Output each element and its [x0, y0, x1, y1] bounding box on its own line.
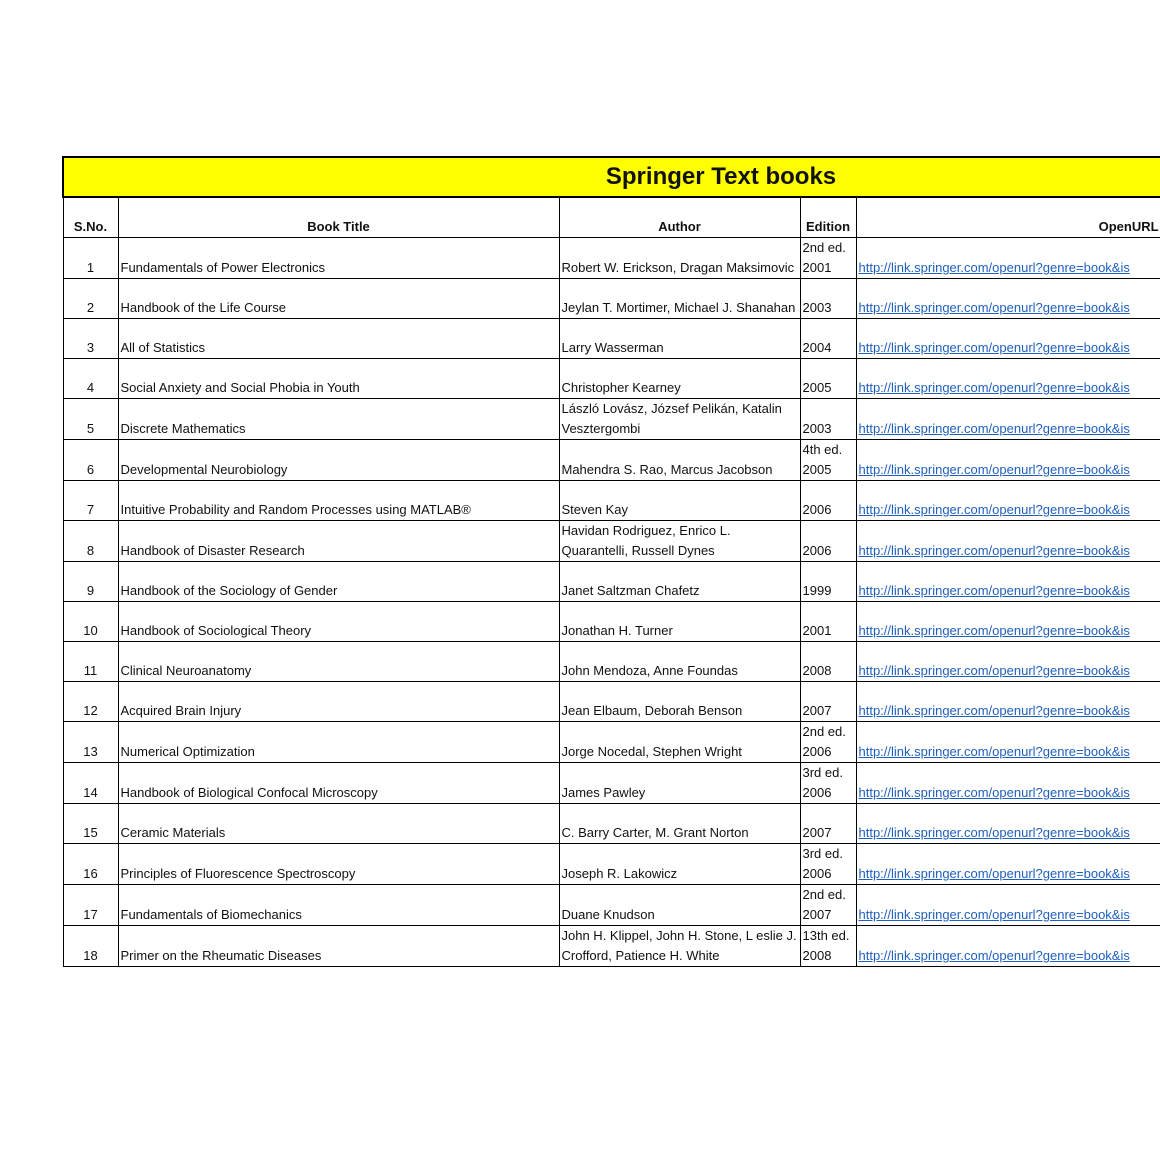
- edition-cell: 2nd ed. 2006: [800, 722, 856, 763]
- openurl-link[interactable]: http://link.springer.com/openurl?genre=book&is: [858, 421, 1130, 436]
- table-row: [63, 722, 1160, 763]
- author-cell: John Mendoza, Anne Foundas: [559, 642, 800, 682]
- edition-cell: 2nd ed. 2007: [800, 885, 856, 926]
- edition-cell: 2004: [800, 319, 856, 359]
- edition-cell: 2nd ed. 2001: [800, 238, 856, 279]
- table-row: [63, 279, 1160, 319]
- openurl-cell: [856, 642, 1160, 682]
- author-cell: John H. Klippel, John H. Stone, L eslie J. Crofford, Patience H. White: [559, 926, 800, 967]
- author-cell: Duane Knudson: [559, 885, 800, 926]
- openurl-cell: [856, 763, 1160, 804]
- table-row: [63, 399, 1160, 440]
- book-title-cell: Handbook of Sociological Theory: [118, 602, 559, 642]
- openurl-link[interactable]: http://link.springer.com/openurl?genre=book&is: [858, 948, 1130, 963]
- table-row: [63, 238, 1160, 279]
- edition-cell: 2007: [800, 682, 856, 722]
- edition-cell: 2006: [800, 521, 856, 562]
- sno-cell: 15: [63, 804, 118, 844]
- header-openurl: OpenURL: [856, 197, 1160, 238]
- sheet-title: Springer Text books: [63, 157, 1160, 197]
- book-title-cell: Clinical Neuroanatomy: [118, 642, 559, 682]
- author-cell: Joseph R. Lakowicz: [559, 844, 800, 885]
- openurl-link[interactable]: http://link.springer.com/openurl?genre=book&is: [858, 744, 1130, 759]
- edition-cell: 3rd ed. 2006: [800, 844, 856, 885]
- book-title-cell: Handbook of the Sociology of Gender: [118, 562, 559, 602]
- openurl-link[interactable]: http://link.springer.com/openurl?genre=book&is: [858, 300, 1130, 315]
- openurl-link[interactable]: http://link.springer.com/openurl?genre=book&is: [858, 583, 1130, 598]
- openurl-cell: [856, 926, 1160, 967]
- sno-cell: 3: [63, 319, 118, 359]
- author-cell: Mahendra S. Rao, Marcus Jacobson: [559, 440, 800, 481]
- book-title-cell: Fundamentals of Power Electronics: [118, 238, 559, 279]
- openurl-cell: [856, 885, 1160, 926]
- sno-cell: 10: [63, 602, 118, 642]
- sno-cell: 13: [63, 722, 118, 763]
- openurl-link[interactable]: http://link.springer.com/openurl?genre=book&is: [858, 380, 1130, 395]
- openurl-cell: [856, 319, 1160, 359]
- author-cell: Christopher Kearney: [559, 359, 800, 399]
- edition-cell: 2007: [800, 804, 856, 844]
- sno-cell: 6: [63, 440, 118, 481]
- sno-cell: 7: [63, 481, 118, 521]
- openurl-cell: [856, 440, 1160, 481]
- sno-cell: 1: [63, 238, 118, 279]
- author-cell: László Lovász, József Pelikán, Katalin Vesztergombi: [559, 399, 800, 440]
- openurl-link[interactable]: http://link.springer.com/openurl?genre=book&is: [858, 543, 1130, 558]
- table-row: [63, 359, 1160, 399]
- openurl-link[interactable]: http://link.springer.com/openurl?genre=book&is: [858, 260, 1130, 275]
- table-row: [63, 763, 1160, 804]
- book-title-cell: Acquired Brain Injury: [118, 682, 559, 722]
- author-cell: Janet Saltzman Chafetz: [559, 562, 800, 602]
- book-title-cell: Principles of Fluorescence Spectroscopy: [118, 844, 559, 885]
- openurl-link[interactable]: http://link.springer.com/openurl?genre=book&is: [858, 663, 1130, 678]
- author-cell: Steven Kay: [559, 481, 800, 521]
- book-title-cell: Handbook of Disaster Research: [118, 521, 559, 562]
- table-row: [63, 440, 1160, 481]
- openurl-link[interactable]: http://link.springer.com/openurl?genre=book&is: [858, 502, 1130, 517]
- sno-cell: 14: [63, 763, 118, 804]
- openurl-cell: [856, 359, 1160, 399]
- sno-cell: 2: [63, 279, 118, 319]
- book-title-cell: Primer on the Rheumatic Diseases: [118, 926, 559, 967]
- header-row: [63, 197, 1160, 238]
- author-cell: Jean Elbaum, Deborah Benson: [559, 682, 800, 722]
- sno-cell: 12: [63, 682, 118, 722]
- openurl-link[interactable]: http://link.springer.com/openurl?genre=book&is: [858, 623, 1130, 638]
- table-row: [63, 481, 1160, 521]
- openurl-cell: [856, 804, 1160, 844]
- header-sno: S.No.: [63, 197, 118, 238]
- sno-cell: 8: [63, 521, 118, 562]
- book-title-cell: All of Statistics: [118, 319, 559, 359]
- edition-cell: 2008: [800, 642, 856, 682]
- header-author: Author: [559, 197, 800, 238]
- book-title-cell: Numerical Optimization: [118, 722, 559, 763]
- openurl-link[interactable]: http://link.springer.com/openurl?genre=book&is: [858, 340, 1130, 355]
- book-title-cell: Handbook of Biological Confocal Microscopy: [118, 763, 559, 804]
- book-title-cell: Intuitive Probability and Random Processes using MATLAB®: [118, 481, 559, 521]
- book-title-cell: Developmental Neurobiology: [118, 440, 559, 481]
- table-row: [63, 885, 1160, 926]
- author-cell: C. Barry Carter, M. Grant Norton: [559, 804, 800, 844]
- table-row: [63, 642, 1160, 682]
- springer-books-table: [62, 156, 1160, 967]
- author-cell: Jonathan H. Turner: [559, 602, 800, 642]
- table-row: [63, 521, 1160, 562]
- edition-cell: 2003: [800, 399, 856, 440]
- sno-cell: 9: [63, 562, 118, 602]
- table-row: [63, 844, 1160, 885]
- openurl-cell: [856, 521, 1160, 562]
- openurl-cell: [856, 562, 1160, 602]
- openurl-cell: [856, 279, 1160, 319]
- header-edition: Edition: [800, 197, 856, 238]
- openurl-cell: [856, 602, 1160, 642]
- author-cell: Havidan Rodriguez, Enrico L. Quarantelli, Russell Dynes: [559, 521, 800, 562]
- book-title-cell: Ceramic Materials: [118, 804, 559, 844]
- sno-cell: 17: [63, 885, 118, 926]
- sno-cell: 4: [63, 359, 118, 399]
- edition-cell: 2003: [800, 279, 856, 319]
- table-row: [63, 319, 1160, 359]
- openurl-cell: [856, 238, 1160, 279]
- sno-cell: 16: [63, 844, 118, 885]
- table-row: [63, 804, 1160, 844]
- table-row: [63, 682, 1160, 722]
- openurl-cell: [856, 399, 1160, 440]
- sno-cell: 11: [63, 642, 118, 682]
- book-title-cell: Handbook of the Life Course: [118, 279, 559, 319]
- edition-cell: 2001: [800, 602, 856, 642]
- openurl-cell: [856, 682, 1160, 722]
- edition-cell: 2005: [800, 359, 856, 399]
- sno-cell: 5: [63, 399, 118, 440]
- edition-cell: 13th ed. 2008: [800, 926, 856, 967]
- edition-cell: 1999: [800, 562, 856, 602]
- openurl-cell: [856, 481, 1160, 521]
- author-cell: Jeylan T. Mortimer, Michael J. Shanahan: [559, 279, 800, 319]
- openurl-cell: [856, 844, 1160, 885]
- openurl-link[interactable]: http://link.springer.com/openurl?genre=book&is: [858, 907, 1130, 922]
- table-row: [63, 602, 1160, 642]
- book-title-cell: Social Anxiety and Social Phobia in Youth: [118, 359, 559, 399]
- openurl-link[interactable]: http://link.springer.com/openurl?genre=book&is: [858, 825, 1130, 840]
- openurl-link[interactable]: http://link.springer.com/openurl?genre=book&is: [858, 866, 1130, 881]
- book-title-cell: Fundamentals of Biomechanics: [118, 885, 559, 926]
- sno-cell: 18: [63, 926, 118, 967]
- table-row: [63, 562, 1160, 602]
- header-book-title: Book Title: [118, 197, 559, 238]
- openurl-link[interactable]: http://link.springer.com/openurl?genre=book&is: [858, 703, 1130, 718]
- openurl-link[interactable]: http://link.springer.com/openurl?genre=book&is: [858, 785, 1130, 800]
- author-cell: Larry Wasserman: [559, 319, 800, 359]
- edition-cell: 2006: [800, 481, 856, 521]
- author-cell: Robert W. Erickson, Dragan Maksimovic: [559, 238, 800, 279]
- author-cell: James Pawley: [559, 763, 800, 804]
- edition-cell: 3rd ed. 2006: [800, 763, 856, 804]
- edition-cell: 4th ed. 2005: [800, 440, 856, 481]
- author-cell: Jorge Nocedal, Stephen Wright: [559, 722, 800, 763]
- openurl-link[interactable]: http://link.springer.com/openurl?genre=book&is: [858, 462, 1130, 477]
- book-title-cell: Discrete Mathematics: [118, 399, 559, 440]
- openurl-cell: [856, 722, 1160, 763]
- table-row: [63, 926, 1160, 967]
